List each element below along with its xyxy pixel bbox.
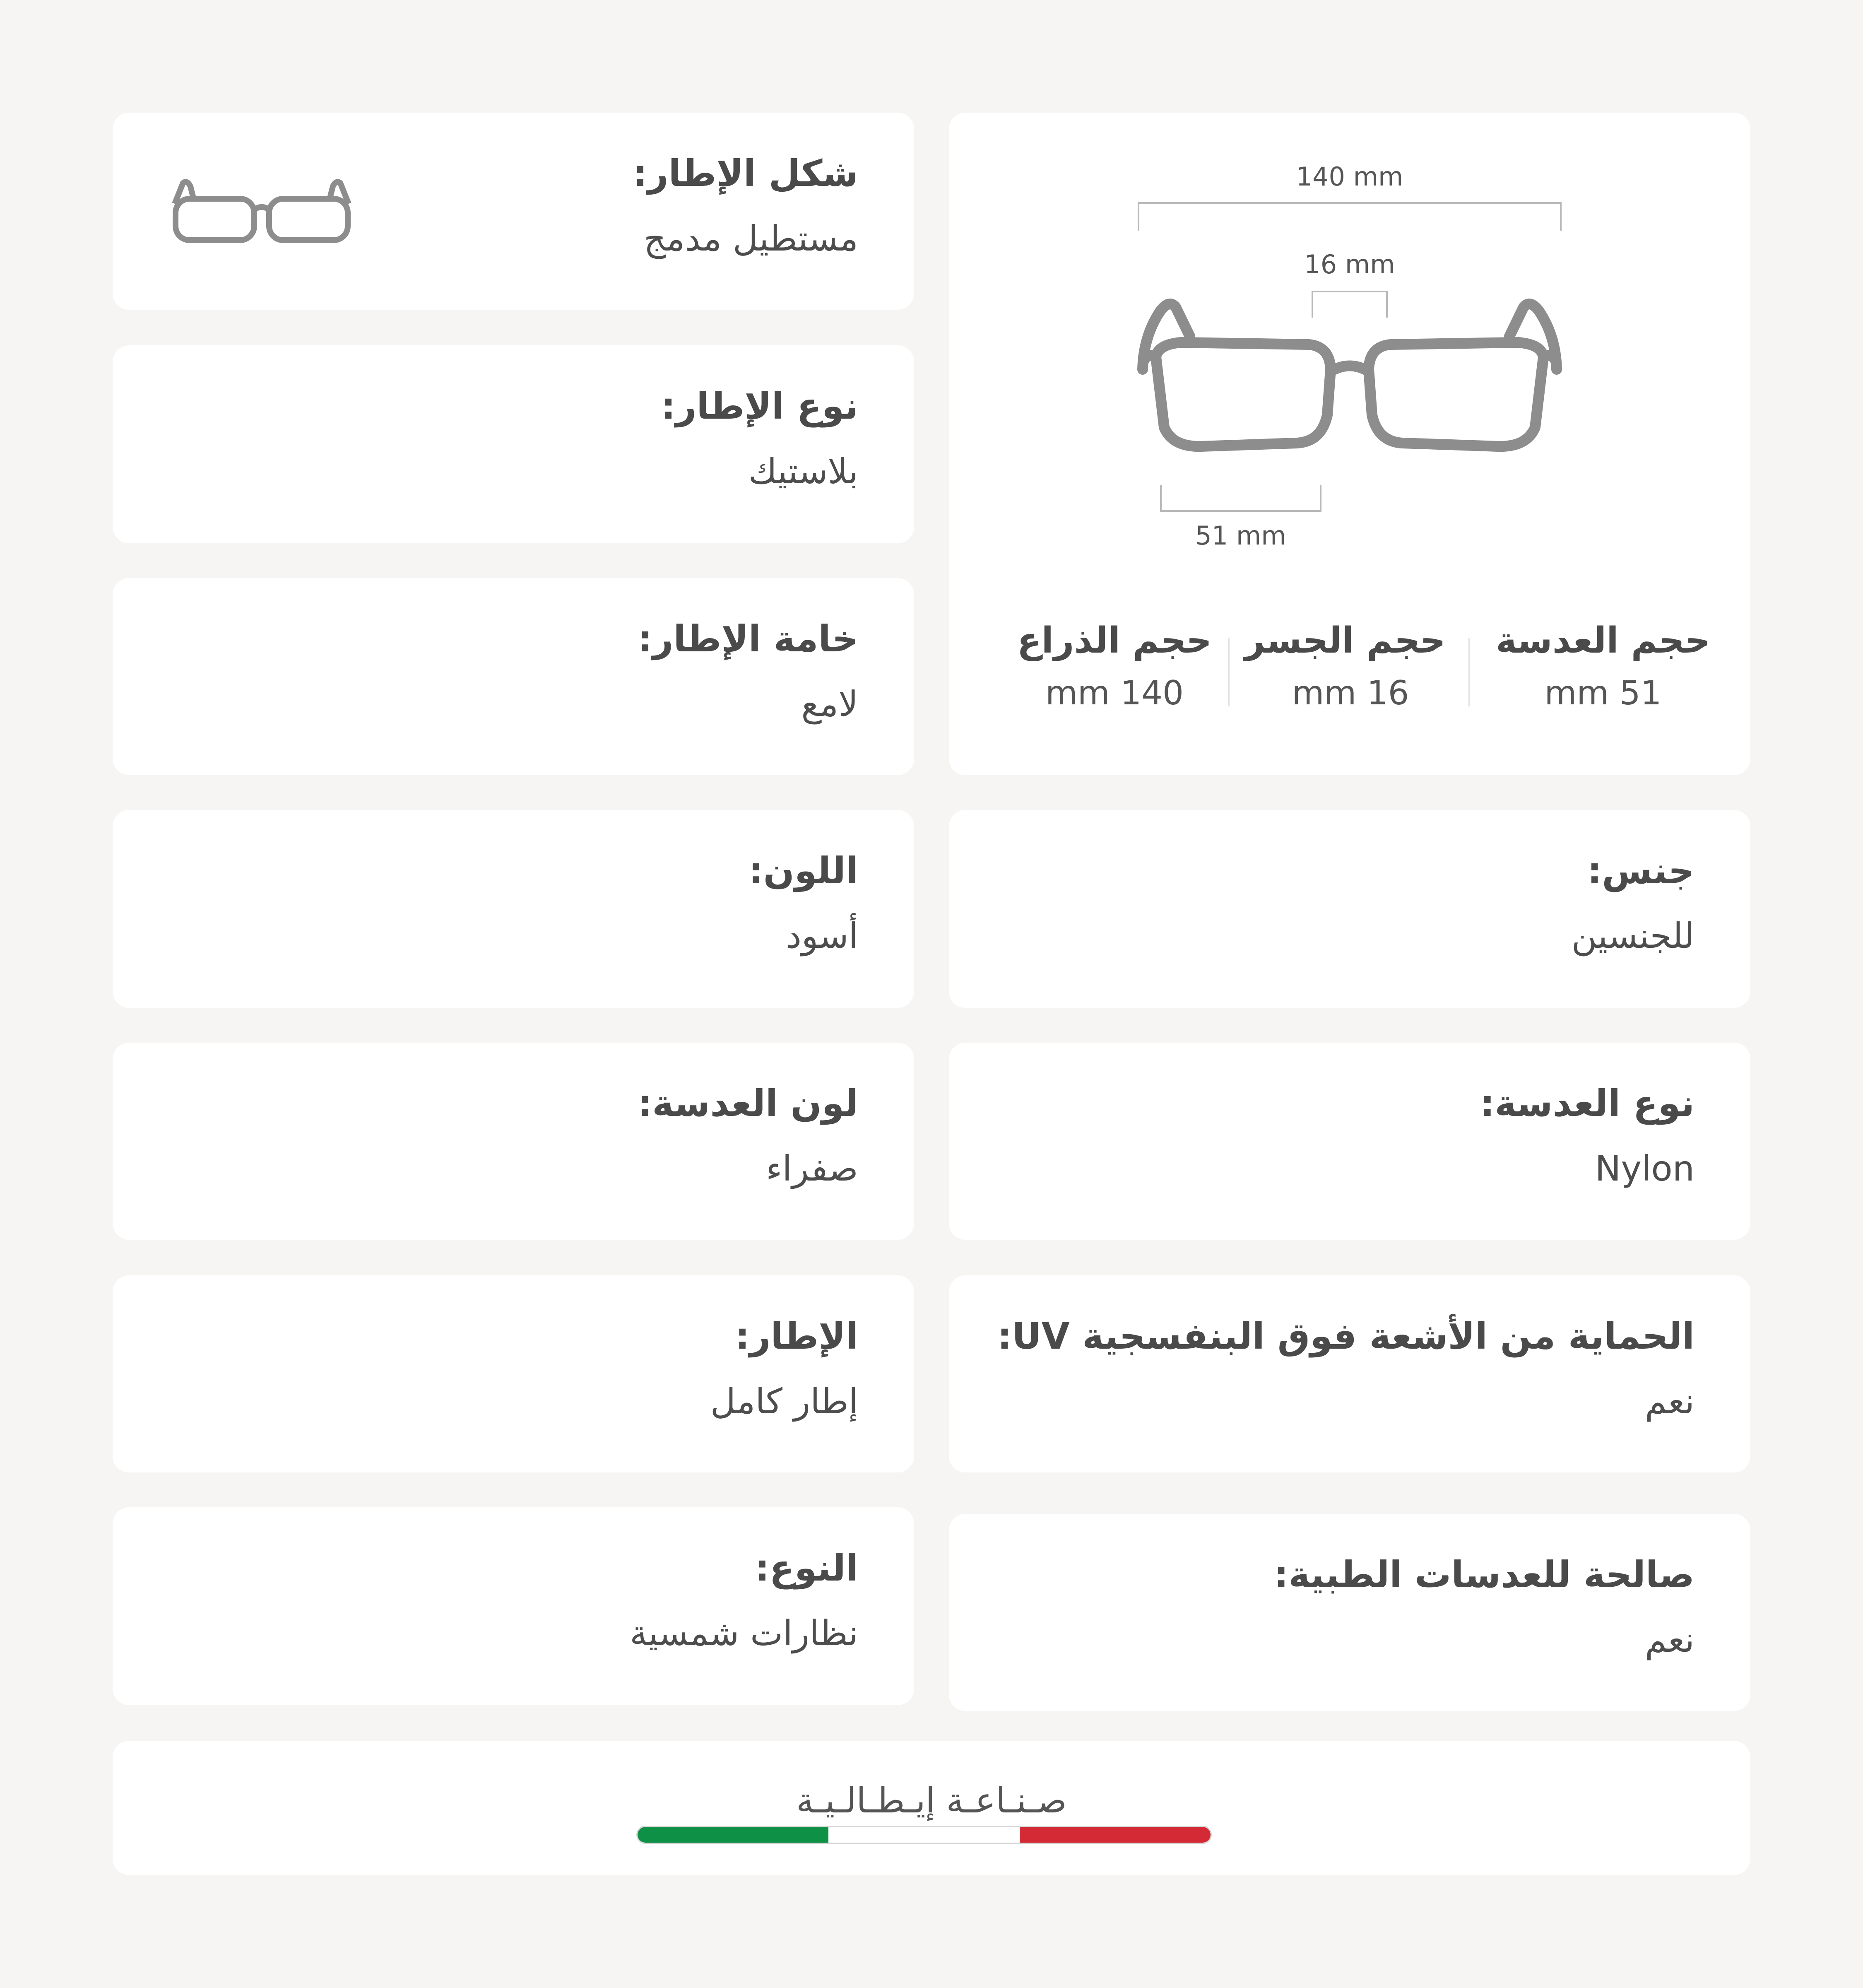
frame-shape-label: شكل الإطار: <box>633 152 858 195</box>
color-value: أسود <box>786 916 858 956</box>
lens-dim: 51 mm <box>1195 520 1286 551</box>
total-width-dim: 140 mm <box>1296 161 1403 192</box>
rim-label: الإطار: <box>735 1315 858 1357</box>
bridge-size-label: حجم الجسر <box>1244 620 1446 661</box>
lens-size-value: 51 mm <box>1544 674 1662 712</box>
temple-size-column <box>1015 620 1214 712</box>
frame-finish-card <box>113 578 914 775</box>
italy-flag-bar <box>636 1826 1212 1844</box>
uv-protection-value: نعم <box>1645 1381 1695 1422</box>
prescription-label: صالحة للعدسات الطبية: <box>1274 1553 1695 1596</box>
frame-finish-value: لامع <box>801 684 858 724</box>
color-card <box>113 810 914 1008</box>
category-card <box>113 1507 914 1705</box>
column-divider <box>1468 638 1470 706</box>
uv-protection-card <box>949 1275 1750 1472</box>
flag-white <box>828 1827 1019 1843</box>
flag-green <box>638 1827 828 1843</box>
bridge-size-value: 16 mm <box>1292 674 1409 712</box>
temple-size-value: 140 mm <box>1045 674 1184 712</box>
lens-color-card <box>113 1043 914 1240</box>
rim-card <box>113 1275 914 1472</box>
frame-type-card <box>113 345 914 543</box>
lens-color-value: صفراء <box>765 1148 858 1189</box>
lens-type-card <box>949 1043 1750 1240</box>
made-in-italy-text: صـنـاعـة إيـطـالـيـة <box>796 1780 1067 1821</box>
frame-shape-value: مستطيل مدمج <box>643 218 858 259</box>
bridge-dim: 16 mm <box>1304 249 1395 280</box>
category-label: النوع: <box>755 1547 858 1589</box>
lens-size-column <box>1487 620 1719 712</box>
frame-type-value: بلاستيك <box>748 451 858 492</box>
gender-label: جنس: <box>1587 849 1695 892</box>
frame-type-label: نوع الإطار: <box>661 385 858 427</box>
prescription-value: نعم <box>1645 1619 1695 1660</box>
lens-size-label: حجم العدسة <box>1495 620 1711 661</box>
flag-red <box>1020 1827 1211 1843</box>
lens-type-value: Nylon <box>1595 1148 1695 1189</box>
made-in-italy-card <box>113 1741 1750 1875</box>
column-divider <box>1228 638 1230 706</box>
color-label: اللون: <box>749 849 858 892</box>
uv-protection-label: الحماية من الأشعة فوق البنفسجية UV: <box>997 1315 1695 1357</box>
temple-size-label: حجم الذراع <box>1017 620 1212 661</box>
bridge-size-column <box>1244 620 1446 712</box>
glasses-icon <box>166 175 357 247</box>
prescription-card <box>949 1514 1750 1711</box>
gender-value: للجنسين <box>1571 916 1695 956</box>
measurements-card <box>949 113 1750 775</box>
category-value: نظارات شمسية <box>630 1613 858 1653</box>
frame-shape-card <box>113 113 914 310</box>
gender-card <box>949 810 1750 1008</box>
lens-type-label: نوع العدسة: <box>1480 1082 1695 1125</box>
frame-finish-label: خامة الإطار: <box>638 617 858 660</box>
rim-value: إطار كامل <box>710 1381 858 1422</box>
lens-color-label: لون العدسة: <box>638 1082 858 1125</box>
